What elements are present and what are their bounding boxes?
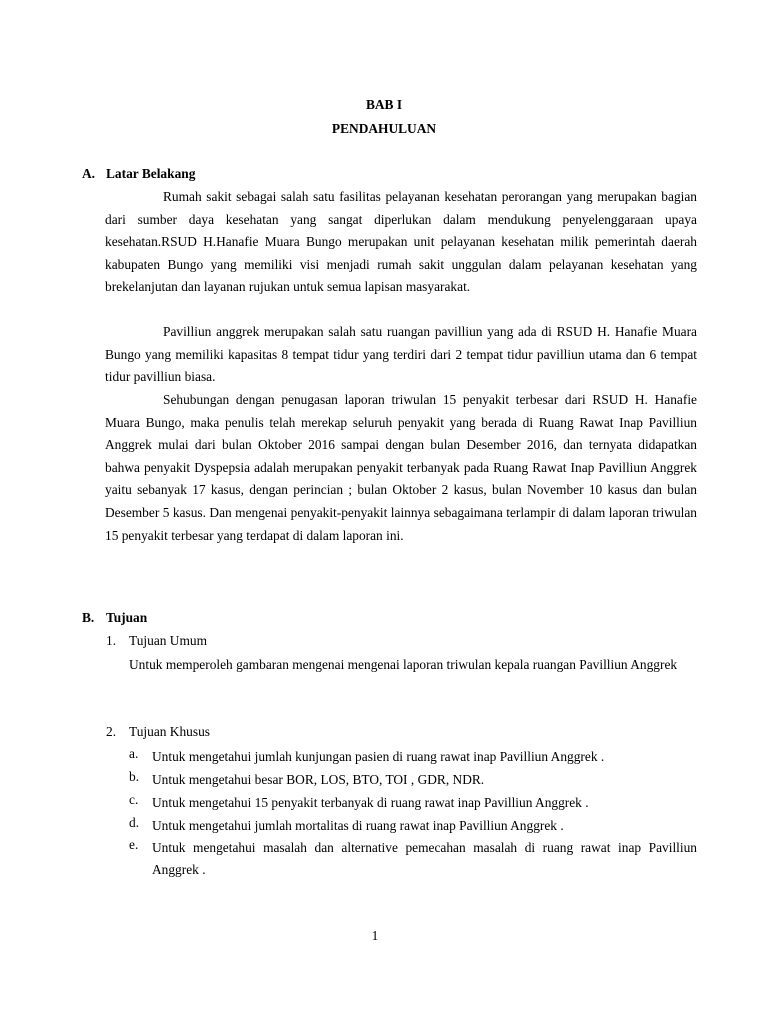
subitem-d-text: Untuk mengetahui jumlah mortalitas di ruang rawat inap Pavilliun Anggrek . xyxy=(152,818,564,833)
paragraph-2 xyxy=(105,321,697,389)
subitem-e-letter: e. xyxy=(129,837,139,852)
item-1-title: Tujuan Umum xyxy=(129,633,208,648)
subitem-c-text: Untuk mengetahui 15 penyakit terbanyak di ruang rawat inap Pavilliun Anggrek . xyxy=(152,795,589,810)
item-1-number: 1. xyxy=(106,633,117,648)
item-1-text: Untuk memperoleh gambaran mengenai mengenai laporan triwulan kepala ruangan Pavilliun Anggrek xyxy=(129,657,678,672)
chapter-title: PENDAHULUAN xyxy=(331,121,437,136)
paragraph-1-text: Rumah sakit sebagai salah satu fasilitas pelayanan kesehatan perorangan yang merupakan bagian dari sumber daya kesehatan yang sangat diperlukan dalam mendukung penyelenggaraan upaya kesehatan.RSUD H.Hanafie Muara Bungo merupakan unit pelayanan kesehatan milik pemerintah daerah kabupaten Bungo yang memiliki visi menjadi rumah sakit unggulan dalam pelayanan kesehatan yang brekelanjutan dan layanan rujukan untuk semua lapisan masyarakat. xyxy=(105,189,697,295)
subitem-e-text: Untuk mengetahui masalah dan alternative pemecahan masalah di ruang rawat inap Pavilliun Anggrek . xyxy=(152,840,697,877)
item-2-title: Tujuan Khusus xyxy=(129,724,210,739)
section-b-letter: B. xyxy=(82,610,95,625)
paragraph-2-text: Pavilliun anggrek merupakan salah satu ruangan pavilliun yang ada di RSUD H. Hanafie Muara Bungo yang memiliki kapasitas 8 tempat tidur yang terdiri dari 2 tempat tidur pavilliun utama dan 6 tempat tidur pavilliun biasa. xyxy=(105,324,697,385)
subitem-b-text: Untuk mengetahui besar BOR, LOS, BTO, TOI , GDR, NDR. xyxy=(152,772,485,787)
paragraph-3 xyxy=(105,389,697,547)
subitem-a-letter: a. xyxy=(129,746,139,761)
subitem-b-letter: b. xyxy=(129,769,140,784)
page-number: 1 xyxy=(371,928,379,943)
subitem-d-letter: d. xyxy=(129,815,140,830)
item-2-number: 2. xyxy=(106,724,117,739)
paragraph-3-text: Sehubungan dengan penugasan laporan triwulan 15 penyakit terbesar dari RSUD H. Hanafie Muara Bungo, maka penulis telah merekap seluruh penyakit yang berada di Ruang Rawat Inap Pavilliun Anggrek mulai dari bulan Oktober 2016 sampai dengan bulan Desember 2016, dan ternyata didapatkan bahwa penyakit Dyspepsia adalah merupakan penyakit terbanyak pada Ruang Rawat Inap Pavilliun Anggrek yaitu sebanyak 17 kasus, dengan perincian ; bulan Oktober 2 kasus, bulan November 10 kasus dan bulan Desember 5 kasus. Dan mengenai penyakit-penyakit lainnya sebagaimana terlampir di dalam laporan triwulan 15 penyakit terbesar yang terdapat di dalam laporan ini. xyxy=(105,392,697,543)
section-b-title: Tujuan xyxy=(106,610,148,625)
subitem-c-letter: c. xyxy=(129,792,139,807)
paragraph-1 xyxy=(105,186,697,299)
section-a-title: Latar Belakang xyxy=(106,166,196,181)
section-a-letter: A. xyxy=(82,166,96,181)
chapter-number: BAB I xyxy=(365,97,403,112)
subitem-a-text: Untuk mengetahui jumlah kunjungan pasien di ruang rawat inap Pavilliun Anggrek . xyxy=(152,749,605,764)
